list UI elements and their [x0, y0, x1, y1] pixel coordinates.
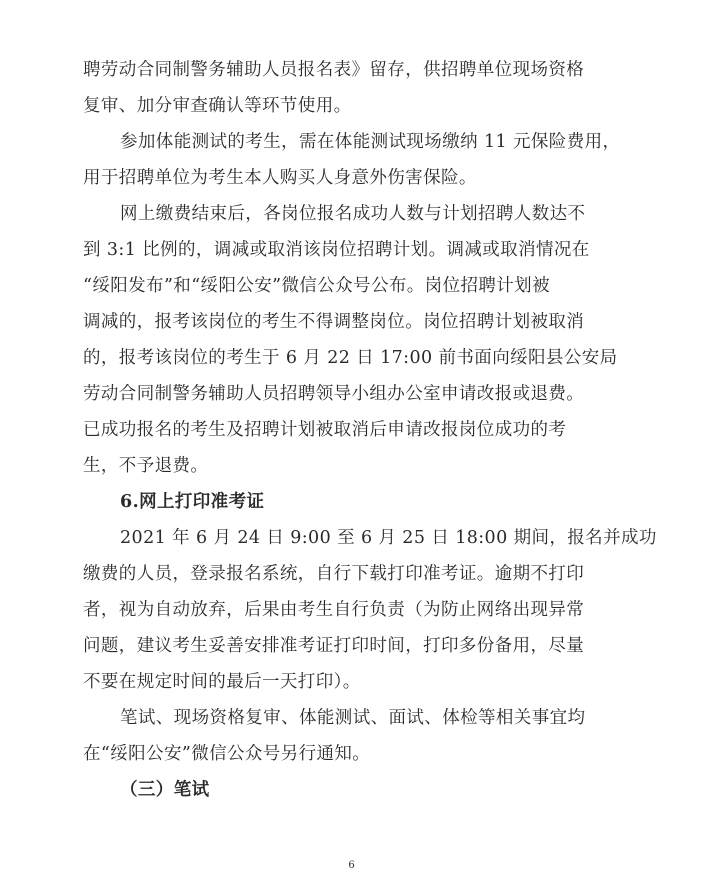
paragraph-line: 缴费的人员，登录报名系统，自行下载打印准考证。逾期不打印 — [83, 564, 585, 584]
paragraph-line: 生，不予退费。 — [83, 456, 209, 476]
section-heading: （三）笔试 — [120, 780, 210, 800]
paragraph-line: 2021 年 6 月 24 日 9:00 至 6 月 25 日 18:00 期间，报名并成功 — [120, 528, 657, 548]
paragraph-line: 不要在规定时间的最后一天打印）。 — [83, 672, 361, 692]
paragraph-line: 参加体能测试的考生，需在体能测试现场缴纳 11 元保险费用， — [120, 132, 621, 152]
section-heading: 6.网上打印准考证 — [120, 492, 265, 512]
paragraph-line: 聘劳动合同制警务辅助人员报名表》留存，供招聘单位现场资格 — [83, 60, 585, 80]
paragraph-line: 调减的，报考该岗位的考生不得调整岗位。岗位招聘计划被取消 — [83, 312, 585, 332]
paragraph-line: “绥阳发布”和“绥阳公安”微信公众号公布。岗位招聘计划被 — [83, 276, 550, 296]
paragraph-line: 已成功报名的考生及招聘计划被取消后申请改报岗位成功的考 — [83, 420, 567, 440]
paragraph-line: 用于招聘单位为考生本人购买人身意外伤害保险。 — [83, 168, 477, 188]
paragraph-line: 复审、加分审查确认等环节使用。 — [83, 96, 352, 116]
page-number: 6 — [348, 860, 355, 871]
paragraph-line: 劳动合同制警务辅助人员招聘领导小组办公室申请改报或退费。 — [83, 384, 585, 404]
paragraph-line: 笔试、现场资格复审、体能测试、面试、体检等相关事宜均 — [120, 708, 586, 728]
paragraph-line: 者，视为自动放弃，后果由考生自行负责（为防止网络出现异常 — [83, 600, 585, 620]
paragraph-line: 在“绥阳公安”微信公众号另行通知。 — [83, 744, 371, 764]
paragraph-line: 的，报考该岗位的考生于 6 月 22 日 17:00 前书面向绥阳县公安局 — [83, 348, 618, 368]
paragraph-line: 网上缴费结束后，各岗位报名成功人数与计划招聘人数达不 — [120, 204, 586, 224]
paragraph-line: 问题，建议考生妥善安排准考证打印时间，打印多份备用，尽量 — [83, 636, 585, 656]
paragraph-line: 到 3:1 比例的，调减或取消该岗位招聘计划。调减或取消情况在 — [83, 240, 590, 260]
